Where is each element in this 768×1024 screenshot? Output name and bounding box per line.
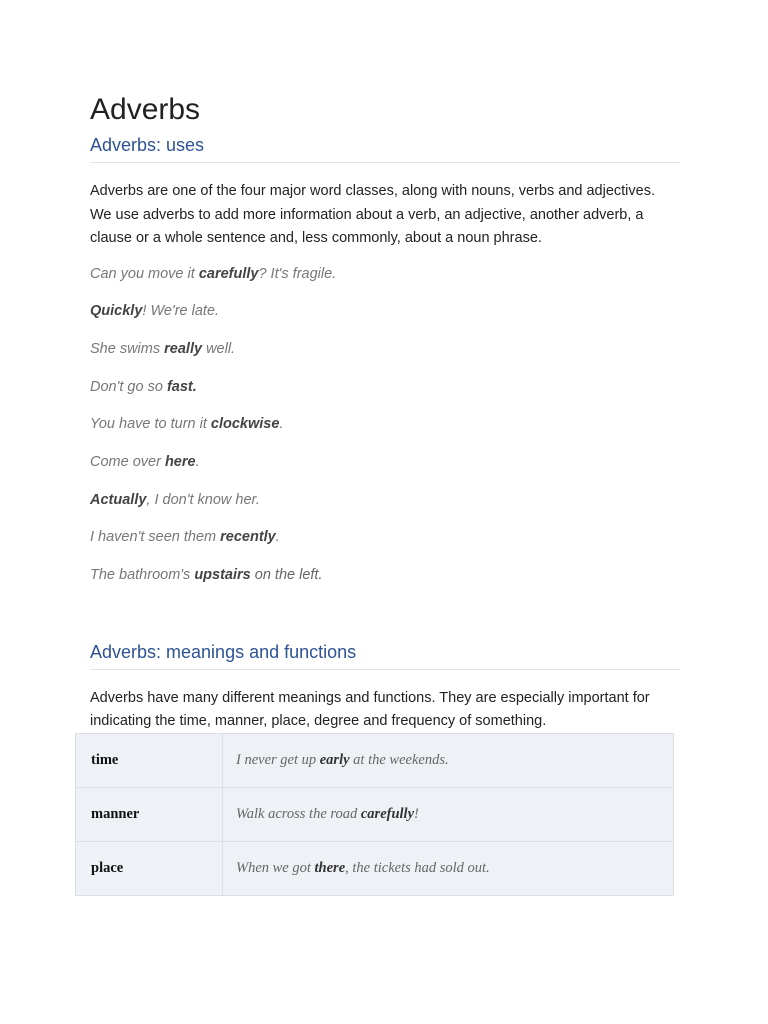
example-keyword: Quickly (90, 303, 143, 320)
example-text: The bathroom's (90, 567, 195, 583)
section-heading-meanings: Adverbs: meanings and functions (90, 641, 680, 670)
example-sentence (90, 415, 680, 453)
example-keyword: fast (166, 378, 193, 395)
example-keyword: recently (220, 529, 276, 546)
example-list (90, 265, 680, 604)
example-text: , I don't know her. (146, 491, 260, 508)
example-text: ? It's fragile. (258, 265, 337, 282)
example-text: I never get up (236, 752, 320, 768)
example-text: Can you move it (90, 265, 199, 282)
table-row (76, 734, 673, 788)
example-sentence (90, 528, 680, 566)
table-row (76, 788, 673, 842)
example-text: well. (202, 340, 236, 357)
example-keyword: here (164, 453, 196, 470)
section-heading-uses: Adverbs: uses (90, 134, 680, 163)
example-text: Don't go so (90, 378, 167, 395)
table-term-cell: time (76, 734, 223, 787)
example-sentence (90, 491, 680, 529)
example-keyword: carefully (360, 806, 415, 822)
article (90, 92, 680, 734)
example-text: . (195, 453, 200, 470)
example-keyword: Actually (90, 491, 147, 508)
example-text: ! (414, 806, 419, 822)
example-text: at the weekends. (349, 752, 449, 768)
table-example-cell (223, 752, 449, 769)
table-example-cell (223, 806, 419, 823)
example-text: When we got (236, 860, 315, 876)
example-keyword: really (164, 340, 203, 357)
uses-intro-paragraph: Adverbs are one of the four major word classes, along with nouns, verbs and adjectives. We use adverbs to add more information about a verb, an adjective, another adverb, a clause or a whole sentence and, less commonly, about a noun phrase. (90, 183, 655, 246)
example-text: ! We're late. (142, 303, 220, 320)
table-example-cell (223, 860, 490, 877)
example-sentence (90, 378, 680, 416)
example-keyword: clockwise (210, 416, 280, 433)
example-text: on the left. (250, 567, 323, 583)
example-text: You have to turn it (90, 416, 211, 433)
meanings-intro-paragraph: Adverbs have many different meanings and functions. They are especially important for indicating the time, manner, place, degree and frequency of something. (90, 689, 650, 730)
example-sentence (90, 302, 680, 340)
example-text: Come over (90, 453, 165, 470)
example-sentence (90, 340, 680, 378)
table-term-cell: place (76, 842, 223, 895)
example-keyword: there (314, 860, 346, 876)
page-title: Adverbs (90, 93, 201, 126)
example-sentence (90, 566, 680, 604)
example-text: She swims (90, 340, 165, 357)
example-text: . (279, 416, 284, 433)
example-sentence (90, 265, 680, 303)
example-text: , the tickets had sold out. (345, 860, 490, 876)
example-keyword: early (319, 752, 350, 768)
example-text: . (192, 378, 197, 395)
example-text: Walk across the road (236, 806, 361, 822)
example-text: . (275, 529, 280, 546)
example-text: I haven't seen them (90, 529, 221, 546)
meanings-table (75, 733, 674, 896)
table-row (76, 842, 673, 895)
table-term-cell: manner (76, 788, 223, 841)
example-keyword: carefully (198, 265, 259, 282)
example-sentence (90, 453, 680, 491)
example-keyword: upstairs (194, 567, 251, 583)
